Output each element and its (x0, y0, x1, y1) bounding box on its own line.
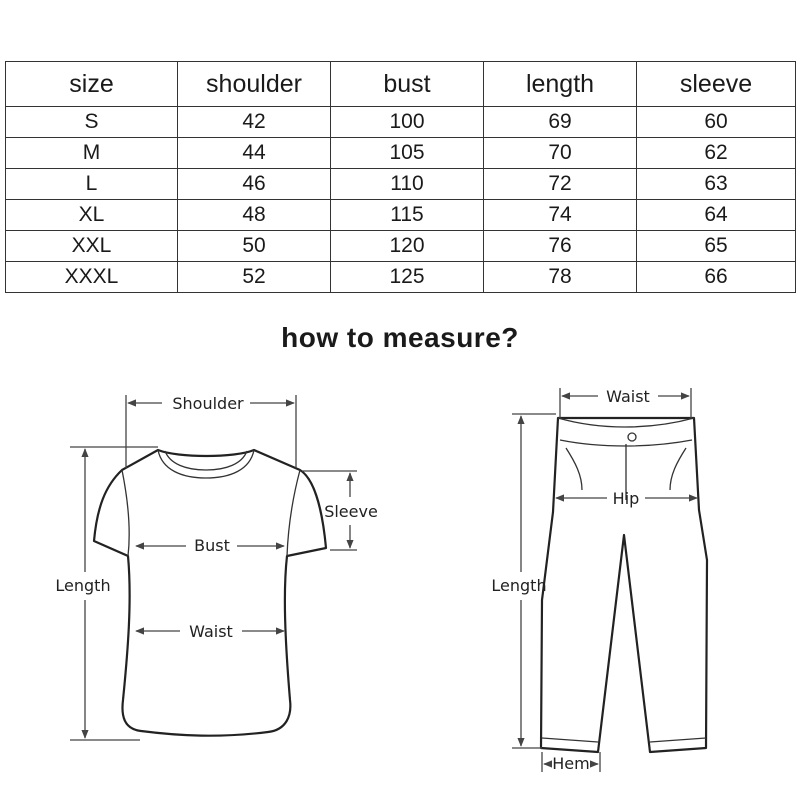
cell-bust: 105 (331, 138, 484, 169)
cell-bust: 100 (331, 107, 484, 138)
hem-measure (542, 752, 600, 773)
cell-sleeve: 64 (637, 200, 796, 231)
cell-shoulder: 46 (178, 169, 331, 200)
cell-length: 69 (484, 107, 637, 138)
cell-length: 70 (484, 138, 637, 169)
pants-waist-measure (560, 387, 691, 418)
pants-illustration (541, 418, 707, 752)
bust-label: Bust (194, 536, 230, 555)
cell-sleeve: 65 (637, 231, 796, 262)
cell-size: L (6, 169, 178, 200)
cell-size: XL (6, 200, 178, 231)
cell-shoulder: 52 (178, 262, 331, 293)
pants-outline (541, 418, 707, 752)
pants-button (628, 433, 636, 441)
hem-label: Hem (552, 754, 590, 773)
cell-length: 72 (484, 169, 637, 200)
cell-bust: 120 (331, 231, 484, 262)
cell-length: 76 (484, 231, 637, 262)
cell-sleeve: 62 (637, 138, 796, 169)
cell-length: 74 (484, 200, 637, 231)
cell-size: M (6, 138, 178, 169)
cell-bust: 115 (331, 200, 484, 231)
cell-sleeve: 66 (637, 262, 796, 293)
header-sleeve: sleeve (637, 62, 796, 107)
cell-sleeve: 63 (637, 169, 796, 200)
cell-shoulder: 48 (178, 200, 331, 231)
tshirt-outline (94, 450, 326, 736)
pants-waist-label: Waist (606, 387, 650, 406)
cell-bust: 125 (331, 262, 484, 293)
shirt-waist-label: Waist (189, 622, 233, 641)
cell-shoulder: 44 (178, 138, 331, 169)
header-size: size (6, 62, 178, 107)
header-shoulder: shoulder (178, 62, 331, 107)
tshirt-illustration (94, 450, 326, 736)
shoulder-label: Shoulder (172, 394, 244, 413)
hip-label: Hip (612, 489, 640, 508)
sleeve-label: Sleeve (324, 502, 378, 521)
cell-shoulder: 50 (178, 231, 331, 262)
pants-length-label: Length (491, 576, 547, 595)
cell-bust: 110 (331, 169, 484, 200)
cell-size: XXXL (6, 262, 178, 293)
cell-length: 78 (484, 262, 637, 293)
page-title: how to measure? (281, 322, 519, 353)
cell-size: XXL (6, 231, 178, 262)
shirt-length-label: Length (55, 576, 111, 595)
cell-size: S (6, 107, 178, 138)
cell-sleeve: 60 (637, 107, 796, 138)
cell-shoulder: 42 (178, 107, 331, 138)
header-length: length (484, 62, 637, 107)
header-bust: bust (331, 62, 484, 107)
